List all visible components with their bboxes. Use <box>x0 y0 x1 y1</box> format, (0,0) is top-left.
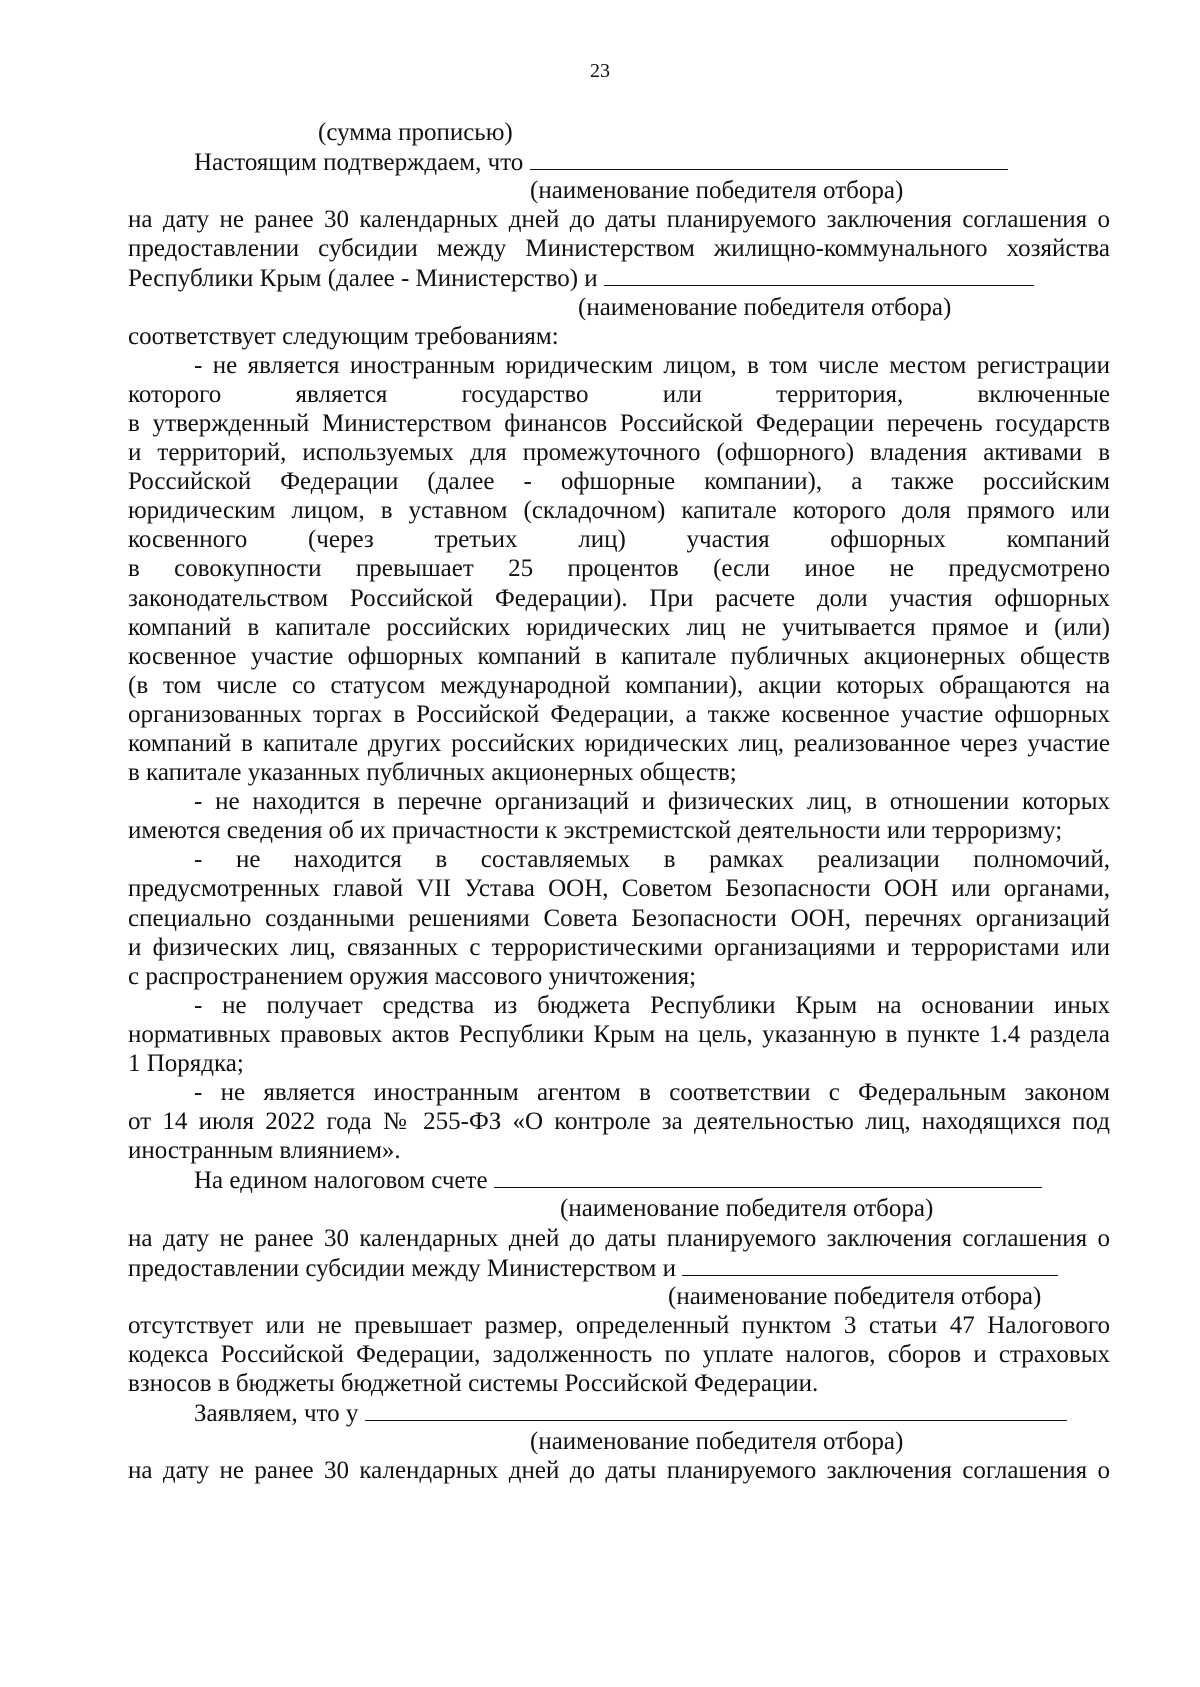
text-line: - не является иностранным юридическим лицом, в том числе местом регистрации <box>194 351 1110 379</box>
winner-name-blank[interactable] <box>604 263 1034 286</box>
text-line: Российской Федерации (далее - офшорные компании), а также российским <box>128 468 1110 496</box>
text-line: организованных торгах в Российской Федерации, а также косвенное участие офшорных <box>128 700 1110 728</box>
text-line: на дату не ранее 30 календарных дней до даты планируемого заключения соглашения о <box>128 1457 1110 1485</box>
text-line: в утвержденный Министерством финансов Российской Федерации перечень государств <box>128 409 1110 437</box>
caption-winner: (наименование победителя отбора) <box>578 293 952 321</box>
winner-name-blank[interactable] <box>682 1253 1058 1276</box>
text-line: предусмотренных главой VII Устава ООН, Советом Безопасности ООН или органами, <box>128 875 1110 903</box>
text-line: - не находится в составляемых в рамках реализации полномочий, <box>194 846 1110 874</box>
text-line: косвенного (через третьих лиц) участия офшорных компаний <box>128 526 1110 554</box>
text-line: с распространением оружия массового уничтожения; <box>128 962 697 990</box>
document-body <box>128 118 1110 1485</box>
text-line: взносов в бюджеты бюджетной системы Российской Федерации. <box>128 1370 819 1398</box>
text-line: - не является иностранным агентом в соответствии с Федеральным законом <box>194 1079 1110 1107</box>
text-line: компаний в капитале российских юридических лиц не учитывается прямое и (или) <box>128 613 1110 641</box>
caption-winner: (наименование победителя отбора) <box>668 1282 1042 1310</box>
text-line: предоставлении субсидии между Министерством и <box>128 1253 1110 1282</box>
text-line: имеются сведения об их причастности к экстремистской деятельности или терроризму; <box>128 817 1063 845</box>
declare-intro-line: Заявляем, что у <box>128 1398 1110 1427</box>
page-number: 23 <box>590 60 610 82</box>
text-line: - не находится в перечне организаций и физических лиц, в отношении которых <box>194 788 1110 816</box>
caption-sum: (сумма прописью) <box>318 119 513 146</box>
text-line: специально созданными решениями Совета Безопасности ООН, перечнях организаций <box>128 904 1110 932</box>
text-line: законодательством Российской Федерации). При расчете доли участия офшорных <box>128 584 1110 612</box>
text-line: на дату не ранее 30 календарных дней до даты планируемого заключения соглашения о <box>128 206 1110 234</box>
winner-name-blank[interactable] <box>530 147 1008 170</box>
text-line: - не получает средства из бюджета Республики Крым на основании иных <box>194 991 1110 1019</box>
text-line: (в том числе со статусом международной компании), акции которых обращаются на <box>128 671 1110 699</box>
text-line: косвенное участие офшорных компаний в капитале публичных акционерных обществ <box>128 642 1110 670</box>
winner-name-blank[interactable] <box>494 1165 1042 1188</box>
caption-winner: (наименование победителя отбора) <box>530 177 904 205</box>
caption-winner: (наименование победителя отбора) <box>560 1195 934 1223</box>
text-line: соответствует следующим требованиям: <box>128 322 559 350</box>
text-line: компаний в капитале других российских юридических лиц, реализованное через участие <box>128 729 1110 757</box>
tax-intro-line: На едином налоговом счете <box>128 1165 1110 1194</box>
text-line: Республики Крым (далее - Министерство) и <box>128 263 1110 292</box>
text-line: от 14 июля 2022 года № 255-ФЗ «О контроле за деятельностью лиц, находящихся под <box>128 1108 1110 1136</box>
text-line: которого является государство или территория, включенные <box>128 380 1110 408</box>
text-line: кодекса Российской Федерации, задолженность по уплате налогов, сборов и страховых <box>128 1340 1110 1368</box>
text-line: в совокупности превышает 25 процентов (если иное не предусмотрено <box>128 555 1110 583</box>
caption-winner: (наименование победителя отбора) <box>530 1428 904 1456</box>
text-line: 1 Порядка; <box>128 1050 244 1077</box>
text-line: предоставлении субсидии между Министерством жилищно-коммунального хозяйства <box>128 235 1110 263</box>
text-line: нормативных правовых актов Республики Крым на цель, указанную в пункте 1.4 раздела <box>128 1020 1110 1048</box>
winner-name-blank[interactable] <box>365 1398 1067 1421</box>
confirm-intro-line: Настоящим подтверждаем, что <box>128 147 1110 176</box>
text-line: иностранным влиянием». <box>128 1137 401 1165</box>
text-line: на дату не ранее 30 календарных дней до даты планируемого заключения соглашения о <box>128 1224 1110 1252</box>
text-line: юридическим лицом, в уставном (складочном) капитале которого доля прямого или <box>128 497 1110 525</box>
text-line: и физических лиц, связанных с террористическими организациями и террористами или <box>128 933 1110 961</box>
text-line: в капитале указанных публичных акционерных обществ; <box>128 759 737 787</box>
text-line: отсутствует или не превышает размер, определенный пунктом 3 статьи 47 Налогового <box>128 1311 1110 1339</box>
text-line: и территорий, используемых для промежуточного (офшорного) владения активами в <box>128 439 1110 467</box>
